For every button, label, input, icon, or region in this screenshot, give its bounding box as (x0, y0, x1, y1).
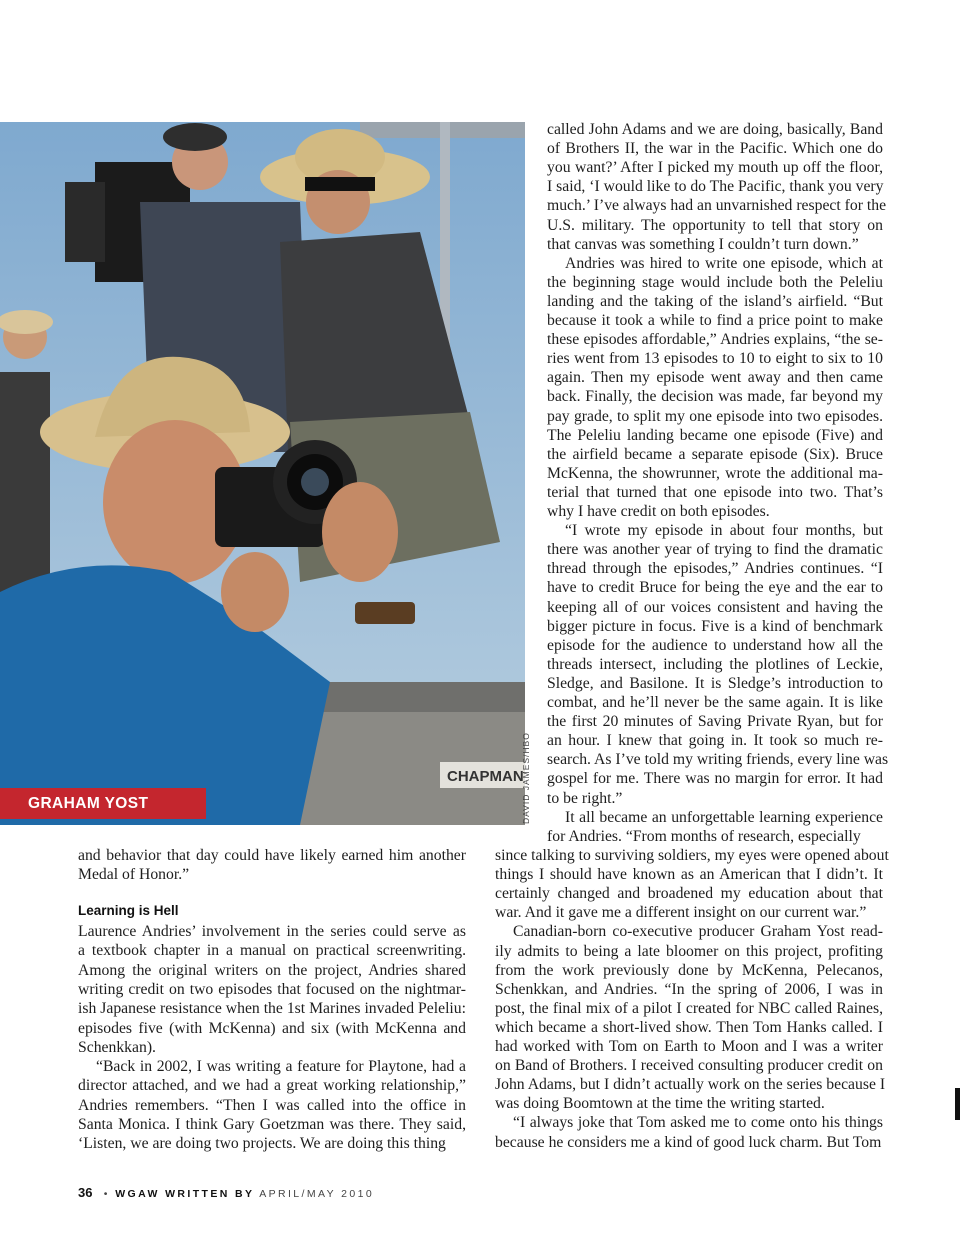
text-line: pay grade, to split my one episode into two episodes. (547, 407, 883, 425)
text-line: a textbook chapter in a manual on practical screenwriting. (78, 942, 466, 960)
text-line: landing and the taking of the island’s airfield. “But (547, 292, 883, 310)
text-line: episodes five (with McKenna) and six (with McKenna and (78, 1019, 466, 1037)
text-line: these episodes affordable,” Andries explains, “the se- (547, 331, 883, 349)
text-line: I said, ‘I would like to do The Pacific, thank you very (547, 178, 884, 196)
text-line: keeping all of our voices consistent and having the (547, 598, 883, 616)
text-line: It all became an unforgettable learning experience (565, 808, 883, 826)
text-line: ries went from 13 episodes to 10 to eight to six to 10 (547, 350, 883, 368)
text-line: because he considers me a kind of good luck charm. But Tom (495, 1133, 882, 1151)
text-line: from the work previously done by McKenna, Pelecanos, (495, 961, 883, 979)
text-line: on Band of Brothers. I received consulting producer credit on (495, 1057, 883, 1075)
text-line: the beginning stage would include both the Peleliu (547, 273, 883, 291)
text-line: Medal of Honor.” (78, 866, 190, 884)
magazine-name: WGAW WRITTEN BY (115, 1188, 255, 1200)
text-line: and behavior that day could have likely earned him another (78, 847, 466, 864)
film-set-photo (0, 122, 525, 825)
text-line: much.’ I’ve always had an unvarnished respect for the (547, 197, 887, 215)
text-line: that canvas was something I couldn’t turn down.” (547, 235, 859, 253)
text-line: The Peleliu landing became one episode (Five) and (547, 426, 883, 444)
text-line: had worked with Tom on Earth to Moon and I was a writer (495, 1038, 883, 1055)
text-line: bigger picture in focus. Five is a kind of benchmark (547, 617, 883, 635)
text-line: threads intersect, including the plotlines of Leckie, (547, 655, 883, 673)
text-line: thread through the episodes,” Andries continues. “I (547, 560, 883, 578)
text-line: Schenkkan). (78, 1038, 156, 1056)
text-line: because it took a while to find a price point to make (547, 312, 883, 329)
text-line: the first 20 minutes of Saving Private Ryan, but for (547, 713, 883, 731)
section-heading: Learning is Hell (78, 903, 179, 918)
text-line: writing credit on two episodes that focused on the nightmar- (78, 980, 466, 998)
text-line: you want?’ After I picked my mouth up off the floor, (547, 159, 883, 177)
text-line: the airfield became a separate episode (Six). Bruce (547, 445, 883, 463)
text-line: war. And it gave me a different insight on our current war.” (495, 904, 867, 922)
text-line: which became a short-lived show. Then Tom Hanks called. I (495, 1018, 883, 1036)
text-line: episode for the audience to understand how all the (547, 636, 883, 654)
text-line: Andries was hired to write one episode, which at (565, 254, 883, 272)
text-line: things I should have known as an American that I didn’t. It (495, 866, 883, 884)
footer-bullet: • (103, 1188, 110, 1200)
issue-date: APRIL/MAY 2010 (259, 1188, 375, 1200)
text-line: “I wrote my episode in about four months, but (565, 522, 883, 540)
photo-credit: DAVID JAMES/HBO (521, 732, 531, 824)
text-line: called John Adams and we are doing, basically, Band (547, 121, 883, 138)
text-line: “I always joke that Tom asked me to come onto his things (513, 1114, 883, 1132)
text-line: why I have credit on both episodes. (547, 503, 770, 520)
text-line: U.S. military. The opportunity to tell that story on (547, 216, 883, 234)
text-line: to be right.” (547, 789, 623, 807)
text-line: Schenkkan, and Andries. “In the spring of 2006, I was in (495, 980, 883, 998)
text-line: director attached, and we had a great working relationship,” (78, 1077, 466, 1095)
text-line: for Andries. “From months of research, especially (547, 827, 861, 845)
text-line: of Brothers II, the war in the Pacific. Which one do (547, 140, 883, 158)
text-line: Canadian-born co-executive producer Graham Yost read- (513, 923, 883, 941)
text-line: ‘Listen, we are doing two projects. We are doing this thing (78, 1135, 446, 1153)
text-line: since talking to surviving soldiers, my eyes were opened about (495, 847, 889, 864)
text-line: combat, and he’ll never be the same again. It is like (547, 694, 883, 711)
text-line: there was another year of trying to find the dramatic (547, 541, 883, 559)
page-footer (78, 1185, 374, 1200)
chapman-sign: CHAPMAN (447, 768, 524, 785)
text-line: Andries remembers. “Then I was called into the office in (78, 1096, 466, 1114)
text-line: certainly changed and broadened my education about that (495, 885, 883, 903)
article-photo (0, 122, 525, 825)
text-line: back. Finally, the decision was made, far beyond my (547, 388, 883, 406)
text-line: Santa Monica. I think Gary Goetzman was there. They said, (78, 1116, 466, 1133)
text-line: was doing Boomtown at the time the writing started. (495, 1095, 825, 1113)
text-line: again. Then my episode went away and then came (547, 369, 883, 387)
text-line: McKenna, the showrunner, wrote the additional ma- (547, 464, 883, 482)
text-line: terial that turned that one episode into two. That’s (547, 483, 883, 501)
photo-caption: GRAHAM YOST (0, 788, 206, 819)
text-line: have to credit Bruce for being the eye and the ear to (547, 579, 883, 597)
text-line: an hour. I knew that going in. It took so much re- (547, 732, 883, 750)
page-number: 36 (78, 1185, 93, 1200)
text-line: post, the final mix of a pilot I created for NBC called Raines, (495, 999, 883, 1017)
text-line: ily admits to being a late bloomer on this project, profiting (495, 942, 883, 960)
text-line: ish Japanese resistance when the 1st Marines invaded Peleliu: (78, 1000, 466, 1018)
text-line: gospel for me. There was no margin for error. It had (547, 770, 883, 788)
text-line: Sledge, and Basilone. It is Sledge’s introduction to (547, 674, 883, 692)
text-line: Laurence Andries’ involvement in the series could serve as (78, 923, 466, 940)
text-line: Among the original writers on the project, Andries shared (78, 961, 466, 979)
text-line: “Back in 2002, I was writing a feature for Playtone, had a (96, 1058, 466, 1076)
text-line: John Adams, but I didn’t actually work on the series because I (495, 1076, 886, 1094)
page-edge-mark (955, 1088, 960, 1120)
text-line: search. As I’ve told my writing friends, every line was (547, 751, 889, 769)
